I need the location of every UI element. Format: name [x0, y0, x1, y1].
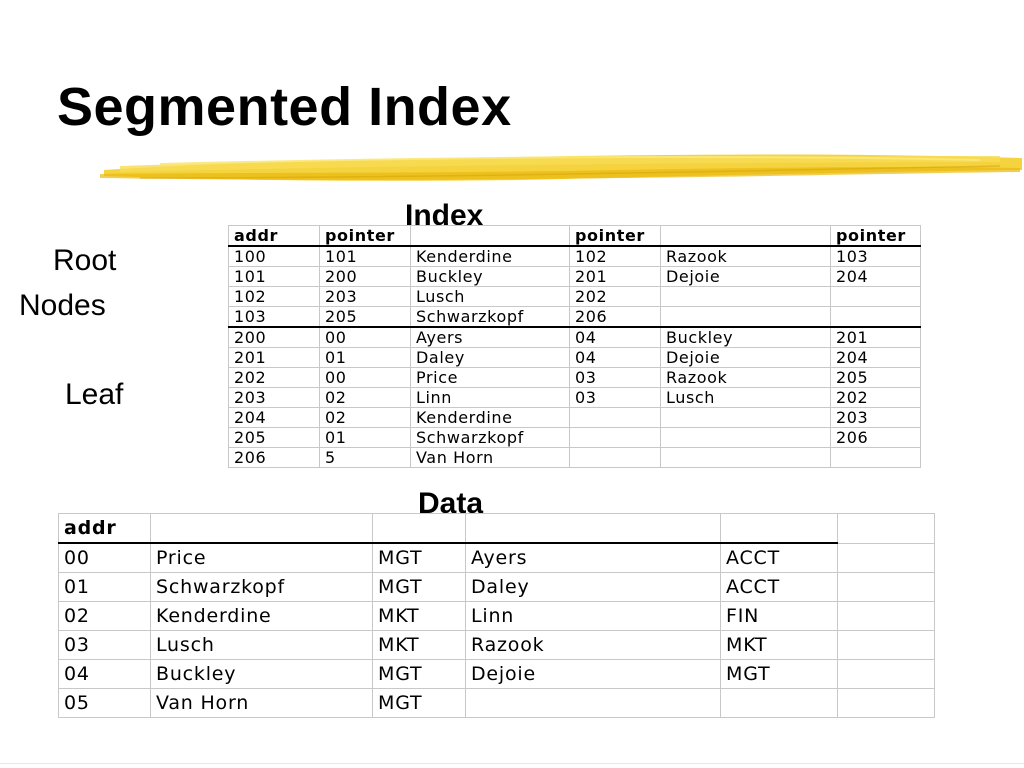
index-cell: Kenderdine [411, 408, 570, 428]
index-cell: 04 [570, 348, 661, 368]
leaf-label: Leaf [65, 378, 124, 411]
data-cell: Kenderdine [151, 602, 373, 631]
index-cell: 203 [229, 388, 320, 408]
index-cell [661, 307, 831, 328]
data-cell: 03 [59, 631, 151, 660]
data-cell [838, 689, 935, 718]
data-row [59, 573, 935, 602]
data-cell: Van Horn [151, 689, 373, 718]
data-cell: MGT [373, 543, 466, 573]
index-header-cell: pointer [320, 226, 411, 247]
index-cell: Linn [411, 388, 570, 408]
index-cell: 00 [320, 327, 411, 348]
data-cell: MKT [373, 631, 466, 660]
data-header-cell [466, 514, 721, 544]
index-cell: 03 [570, 368, 661, 388]
root-label: Root [53, 244, 117, 277]
index-cell: 02 [320, 388, 411, 408]
index-cell: 203 [831, 408, 921, 428]
data-row [59, 689, 935, 718]
index-cell: 202 [831, 388, 921, 408]
index-table [228, 225, 921, 468]
data-cell: MKT [373, 602, 466, 631]
data-cell: 04 [59, 660, 151, 689]
index-cell: 206 [570, 307, 661, 328]
data-row [59, 602, 935, 631]
index-cell: 204 [229, 408, 320, 428]
index-row [229, 388, 921, 408]
index-row [229, 448, 921, 468]
index-cell [661, 448, 831, 468]
data-cell [466, 689, 721, 718]
index-cell [831, 287, 921, 307]
index-cell [661, 287, 831, 307]
index-cell: 01 [320, 348, 411, 368]
data-cell: ACCT [721, 573, 838, 602]
index-row [229, 246, 921, 267]
data-title: Data [418, 487, 484, 520]
data-cell: Schwarzkopf [151, 573, 373, 602]
data-cell [838, 660, 935, 689]
data-cell: Ayers [466, 543, 721, 573]
index-cell: 01 [320, 428, 411, 448]
index-row [229, 428, 921, 448]
data-cell: Daley [466, 573, 721, 602]
index-cell: Dejoie [661, 267, 831, 287]
data-cell: ACCT [721, 543, 838, 573]
index-cell: 101 [320, 246, 411, 267]
data-cell: 01 [59, 573, 151, 602]
index-cell: Razook [661, 246, 831, 267]
index-cell: Dejoie [661, 348, 831, 368]
index-row [229, 267, 921, 287]
index-cell: 5 [320, 448, 411, 468]
index-cell: 204 [831, 267, 921, 287]
index-cell: 103 [831, 246, 921, 267]
data-cell: Linn [466, 602, 721, 631]
data-cell: MGT [373, 689, 466, 718]
data-header-row [59, 514, 935, 544]
data-cell: FIN [721, 602, 838, 631]
index-header-cell: pointer [570, 226, 661, 247]
index-cell: Razook [661, 368, 831, 388]
data-cell: Dejoie [466, 660, 721, 689]
index-cell: Schwarzkopf [411, 428, 570, 448]
index-cell: Ayers [411, 327, 570, 348]
data-header-cell [373, 514, 466, 544]
index-cell: 02 [320, 408, 411, 428]
data-cell [721, 689, 838, 718]
index-header-cell [411, 226, 570, 247]
index-cell: Lusch [411, 287, 570, 307]
index-cell: 200 [229, 327, 320, 348]
data-cell: MKT [721, 631, 838, 660]
index-header-cell [661, 226, 831, 247]
index-cell: 205 [320, 307, 411, 328]
index-header-cell: pointer [831, 226, 921, 247]
footer-divider [0, 763, 1024, 764]
index-cell: 102 [570, 246, 661, 267]
index-cell: 205 [229, 428, 320, 448]
data-row [59, 543, 935, 573]
index-cell: 201 [570, 267, 661, 287]
index-cell: Van Horn [411, 448, 570, 468]
index-cell [570, 428, 661, 448]
data-header-cell [838, 514, 935, 544]
index-cell: Buckley [661, 327, 831, 348]
data-cell [838, 602, 935, 631]
data-cell: 00 [59, 543, 151, 573]
nodes-label: Nodes [19, 289, 106, 322]
index-cell: Price [411, 368, 570, 388]
index-cell: Lusch [661, 388, 831, 408]
index-cell: 201 [831, 327, 921, 348]
data-cell [838, 573, 935, 602]
index-header-cell: addr [229, 226, 320, 247]
index-cell: 103 [229, 307, 320, 328]
index-cell: 03 [570, 388, 661, 408]
index-cell: 202 [229, 368, 320, 388]
index-cell [831, 448, 921, 468]
data-cell: 05 [59, 689, 151, 718]
data-header-cell: addr [59, 514, 151, 544]
index-cell: 202 [570, 287, 661, 307]
index-cell: Buckley [411, 267, 570, 287]
data-cell: MGT [373, 660, 466, 689]
index-row [229, 368, 921, 388]
slide-title: Segmented Index [57, 77, 512, 137]
index-cell [661, 408, 831, 428]
index-cell: 206 [831, 428, 921, 448]
index-cell: 205 [831, 368, 921, 388]
index-cell [831, 307, 921, 328]
title-highlight-stroke [100, 148, 1024, 188]
index-cell [661, 428, 831, 448]
index-cell: 00 [320, 368, 411, 388]
index-row [229, 348, 921, 368]
index-cell: 04 [570, 327, 661, 348]
data-header-cell [721, 514, 838, 544]
data-cell: Buckley [151, 660, 373, 689]
index-row [229, 287, 921, 307]
index-cell: 100 [229, 246, 320, 267]
index-cell: 206 [229, 448, 320, 468]
index-title: Index [405, 199, 484, 232]
data-row [59, 631, 935, 660]
data-header-cell [151, 514, 373, 544]
index-cell: Kenderdine [411, 246, 570, 267]
index-row [229, 307, 921, 328]
index-row [229, 408, 921, 428]
data-cell: 02 [59, 602, 151, 631]
index-cell: 204 [831, 348, 921, 368]
index-header-row [229, 226, 921, 247]
data-row [59, 660, 935, 689]
data-cell: MGT [721, 660, 838, 689]
data-table [58, 513, 935, 718]
index-cell [570, 408, 661, 428]
index-cell: 102 [229, 287, 320, 307]
data-cell: Price [151, 543, 373, 573]
data-cell: MGT [373, 573, 466, 602]
index-row [229, 327, 921, 348]
index-cell: 200 [320, 267, 411, 287]
index-cell [570, 448, 661, 468]
index-cell: Daley [411, 348, 570, 368]
index-cell: 203 [320, 287, 411, 307]
index-cell: 101 [229, 267, 320, 287]
data-cell: Razook [466, 631, 721, 660]
index-cell: Schwarzkopf [411, 307, 570, 328]
data-cell [838, 631, 935, 660]
index-cell: 201 [229, 348, 320, 368]
data-cell: Lusch [151, 631, 373, 660]
data-cell [838, 543, 935, 573]
